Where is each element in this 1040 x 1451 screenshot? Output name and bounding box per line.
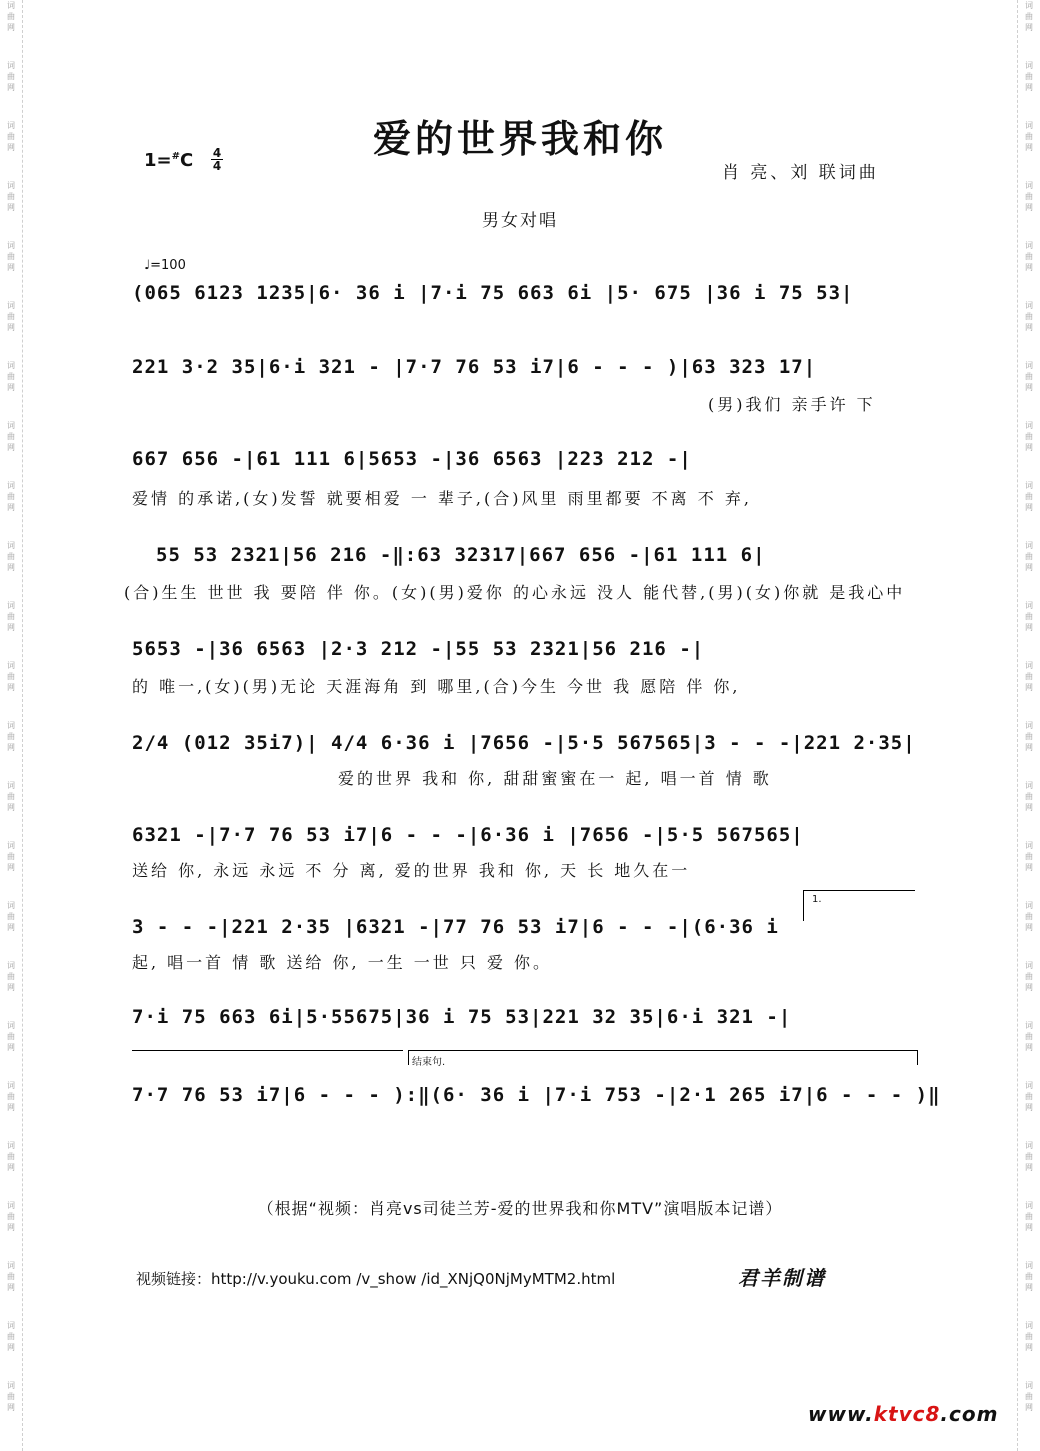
- watermark-text: 词 曲 网: [7, 601, 15, 632]
- score-line: 6321 -|7·7 76 53 i7|6 - - -|6·36 i |7656 -|5·5 567565|: [132, 824, 804, 846]
- watermark-text: 词 曲 网: [7, 901, 15, 932]
- score-line: 55 53 2321|56 216 -‖:63 32317|667 656 -|61 111 6|: [156, 544, 766, 566]
- watermark-text: 词 曲 网: [7, 181, 15, 212]
- watermark-text: 词 曲 网: [7, 961, 15, 992]
- watermark-text: 词 曲 网: [7, 1141, 15, 1172]
- score-line: 3 - - -|221 2·35 |6321 -|77 76 53 i7|6 - - -|(6·36 i: [132, 916, 779, 938]
- first-ending-continuation: [132, 1050, 403, 1051]
- key-signature: 1=#C: [144, 150, 194, 171]
- video-link-label: 视频链接：: [136, 1270, 212, 1288]
- watermark-text: 词 曲 网: [1025, 421, 1033, 452]
- tempo-marking: ♩=100: [144, 258, 186, 273]
- watermark-text: 词 曲 网: [1025, 1321, 1033, 1352]
- watermark-text: 词 曲 网: [1025, 121, 1033, 152]
- watermark-text: 词 曲 网: [7, 121, 15, 152]
- watermark-text: 词 曲 网: [1025, 241, 1033, 272]
- composer-credit: 肖 亮、刘 联词曲: [722, 163, 879, 183]
- watermark-text: 词 曲 网: [1025, 61, 1033, 92]
- watermark-text: 词 曲 网: [1025, 1141, 1033, 1172]
- watermark-text: 词 曲 网: [1025, 1201, 1033, 1232]
- watermark-text: 词 曲 网: [1025, 781, 1033, 812]
- watermark-text: 词 曲 网: [1025, 901, 1033, 932]
- video-link-url[interactable]: http://v.youku.com /v_show /id_XNjQ0NjMyMTM2.html: [211, 1270, 616, 1288]
- watermark-text: 词 曲 网: [7, 481, 15, 512]
- first-ending-label: 1.: [812, 894, 822, 905]
- song-title: 爱的世界我和你: [372, 116, 667, 161]
- watermark-text: 词 曲 网: [1025, 1021, 1033, 1052]
- lyric-line: 爱情 的承诺,(女)发誓 就要相爱 一 辈子,(合)风里 雨里都要 不离 不 弃,: [132, 489, 752, 508]
- score-line: 5653 -|36 6563 |2·3 212 -|55 53 2321|56 216 -|: [132, 638, 705, 660]
- watermark-text: 词 曲 网: [1025, 361, 1033, 392]
- watermark-text: 词 曲 网: [1025, 961, 1033, 992]
- watermark-text: 词 曲 网: [7, 361, 15, 392]
- lyric-line: 爱的世界 我和 你, 甜甜蜜蜜在一 起, 唱一首 情 歌: [338, 769, 772, 788]
- performance-note: 男女对唱: [482, 211, 558, 231]
- watermark-text: 词 曲 网: [7, 721, 15, 752]
- watermark-text: 词 曲 网: [7, 541, 15, 572]
- lyric-line: 的 唯一,(女)(男)无论 天涯海角 到 哪里,(合)今生 今世 我 愿陪 伴 你,: [132, 677, 741, 696]
- watermark-text: 词 曲 网: [7, 241, 15, 272]
- watermark-text: 词 曲 网: [7, 781, 15, 812]
- watermark-text: 词 曲 网: [1025, 841, 1033, 872]
- watermark-text: 词 曲 网: [1025, 541, 1033, 572]
- transcription-source-note: （根据“视频：肖亮vs司徒兰芳-爱的世界我和你MTV”演唱版本记谱）: [257, 1199, 783, 1218]
- watermark-text: 词 曲 网: [7, 1321, 15, 1352]
- watermark-text: 词 曲 网: [7, 301, 15, 332]
- watermark-text: 词 曲 网: [1025, 601, 1033, 632]
- watermark-text: 词 曲 网: [1025, 301, 1033, 332]
- watermark-text: 词 曲 网: [1025, 1261, 1033, 1292]
- lyric-line: 送给 你, 永远 永远 不 分 离, 爱的世界 我和 你, 天 长 地久在一: [132, 861, 691, 880]
- watermark-text: 词 曲 网: [1025, 661, 1033, 692]
- score-line: 221 3·2 35|6·i 321 - |7·7 76 53 i7|6 - - - )|63 323 17|: [132, 356, 817, 378]
- score-line: 7·i 75 663 6i|5·55675|36 i 75 53|221 32 35|6·i 321 -|: [132, 1006, 792, 1028]
- watermark-text: 词 曲 网: [1025, 1081, 1033, 1112]
- site-watermark: www.ktvc8.com: [808, 1402, 999, 1426]
- score-line: 7·7 76 53 i7|6 - - - ):‖(6· 36 i |7·i 753 -|2·1 265 i7|6 - - - )‖: [132, 1084, 941, 1106]
- watermark-text: 词 曲 网: [7, 1021, 15, 1052]
- watermark-text: 词 曲 网: [1025, 1381, 1033, 1412]
- score-line: (065 6123 1235|6· 36 i |7·i 75 663 6i |5· 675 |36 i 75 53|: [132, 282, 854, 304]
- watermark-text: 词 曲 网: [1025, 481, 1033, 512]
- lyric-line: 起, 唱一首 情 歌 送给 你, 一生 一世 只 爱 你。: [132, 953, 553, 972]
- watermark-text: 词 曲 网: [7, 421, 15, 452]
- coda-bracket: [408, 1050, 918, 1065]
- watermark-text: 词 曲 网: [7, 1201, 15, 1232]
- watermark-text: 词 曲 网: [7, 1, 15, 32]
- watermark-text: 词 曲 网: [7, 841, 15, 872]
- watermark-text: 词 曲 网: [7, 661, 15, 692]
- watermark-text: 词 曲 网: [7, 1381, 15, 1412]
- watermark-text: 词 曲 网: [1025, 721, 1033, 752]
- watermark-text: 词 曲 网: [1025, 1, 1033, 32]
- time-signature: 4 4: [212, 146, 222, 173]
- lyric-line: (男)我们 亲手许 下: [708, 395, 876, 414]
- transcriber-signature: 君羊制谱: [738, 1266, 826, 1290]
- coda-label: 结束句.: [412, 1057, 446, 1068]
- watermark-text: 词 曲 网: [7, 1081, 15, 1112]
- score-line: 667 656 -|61 111 6|5653 -|36 6563 |223 212 -|: [132, 448, 692, 470]
- score-line: 2/4 (012 35i7)| 4/4 6·36 i |7656 -|5·5 567565|3 - - -|221 2·35|: [132, 732, 916, 754]
- video-link[interactable]: [136, 1268, 615, 1289]
- watermark-text: 词 曲 网: [7, 1261, 15, 1292]
- lyric-line: (合)生生 世世 我 要陪 伴 你。(女)(男)爱你 的心永远 没人 能代替,(男)(女)你就 是我心中: [124, 583, 906, 602]
- watermark-text: 词 曲 网: [1025, 181, 1033, 212]
- watermark-text: 词 曲 网: [7, 61, 15, 92]
